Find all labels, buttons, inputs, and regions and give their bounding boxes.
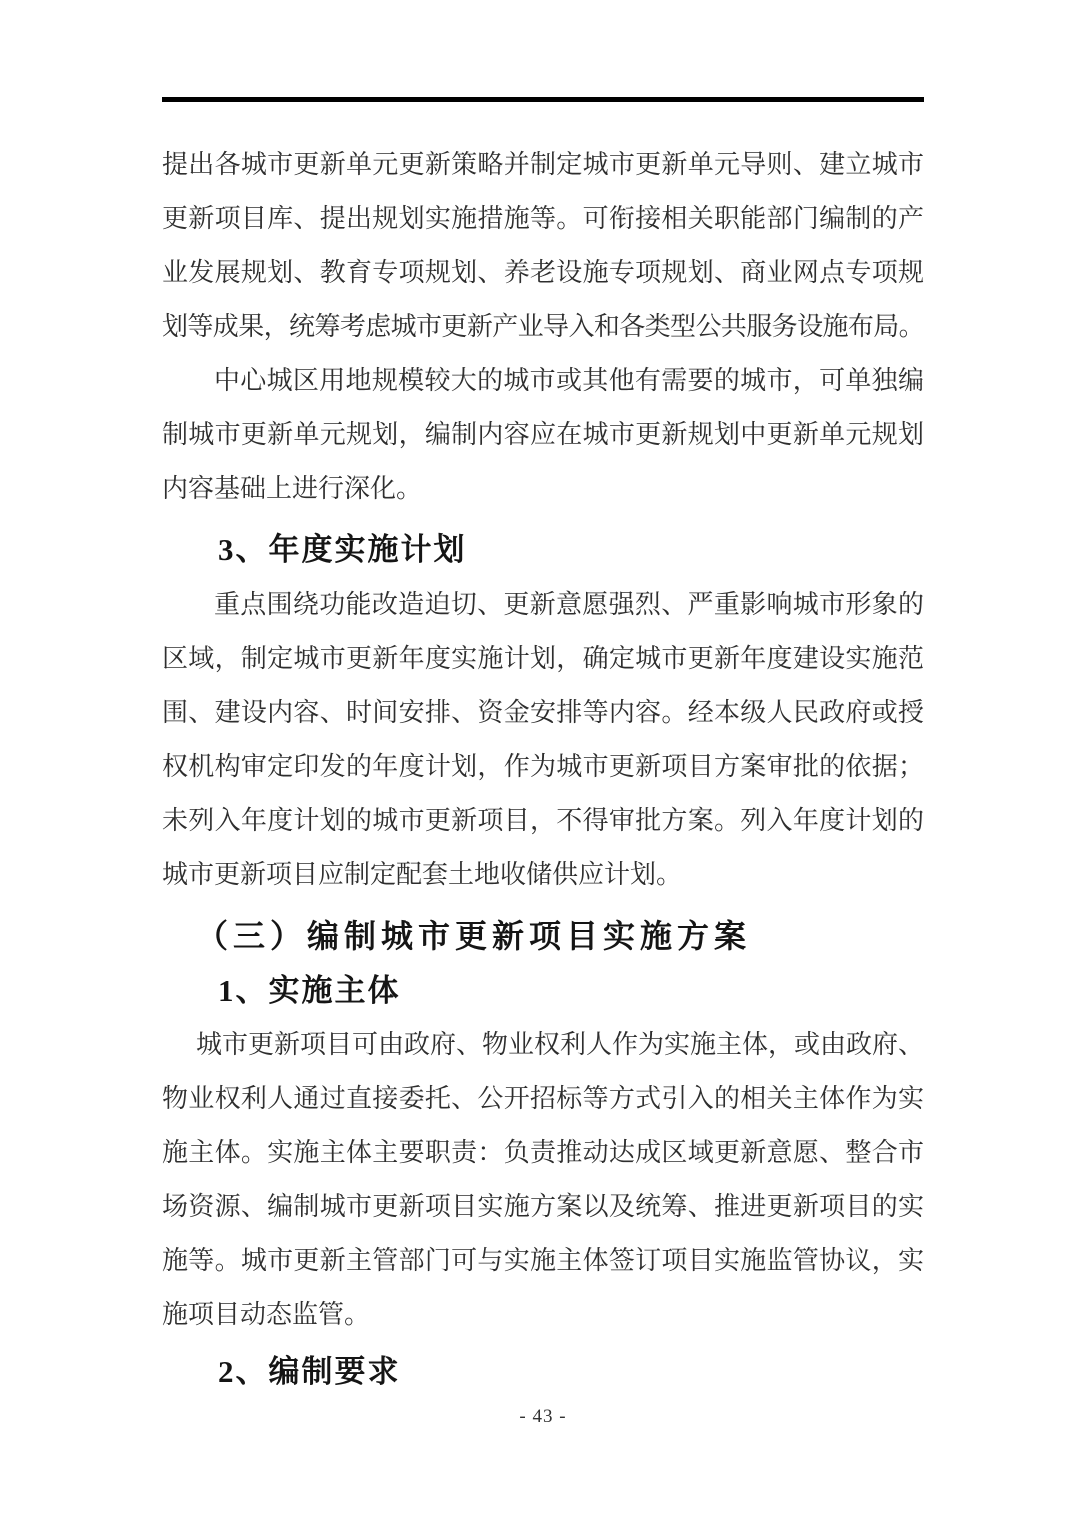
body-line: 围、建设内容、时间安排、资金安排等内容。经本级人民政府或授 <box>162 698 924 727</box>
section-heading-annual-plan: 3、年度实施计划 <box>218 532 467 567</box>
body-line: 中心城区用地规模较大的城市或其他有需要的城市，可单独编 <box>214 366 924 395</box>
body-line: 内容基础上进行深化。 <box>162 474 423 503</box>
body-line: 提出各城市更新单元更新策略并制定城市更新单元导则、建立城市 <box>162 150 924 179</box>
header-rule <box>162 97 924 102</box>
body-line: 物业权利人通过直接委托、公开招标等方式引入的相关主体作为实 <box>162 1084 924 1113</box>
body-line: 更新项目库、提出规划实施措施等。可衔接相关职能部门编制的产 <box>162 204 924 233</box>
body-line: 重点围绕功能改造迫切、更新意愿强烈、严重影响城市形象的 <box>214 590 924 619</box>
body-line: 施等。城市更新主管部门可与实施主体签订项目实施监管协议，实 <box>162 1246 924 1275</box>
page-body <box>162 138 924 1430</box>
section-heading-three: （三）编制城市更新项目实施方案 <box>196 918 752 954</box>
body-line: 制城市更新单元规划，编制内容应在城市更新规划中更新单元规划 <box>162 420 924 449</box>
body-line: 未列入年度计划的城市更新项目，不得审批方案。列入年度计划的 <box>162 806 924 835</box>
body-line: 区域，制定城市更新年度实施计划，确定城市更新年度建设实施范 <box>162 644 924 673</box>
body-line: 施主体。实施主体主要职责：负责推动达成区域更新意愿、整合市 <box>162 1138 924 1167</box>
body-line: 权机构审定印发的年度计划，作为城市更新项目方案审批的依据； <box>162 752 924 781</box>
body-line: 场资源、编制城市更新项目实施方案以及统筹、推进更新项目的实 <box>162 1192 924 1221</box>
section-heading-subject: 1、实施主体 <box>218 973 401 1008</box>
body-line: 业发展规划、教育专项规划、养老设施专项规划、商业网点专项规 <box>162 258 924 287</box>
body-line: 城市更新项目可由政府、物业权利人作为实施主体，或由政府、 <box>196 1030 924 1059</box>
section-heading-requirements: 2、编制要求 <box>218 1354 401 1389</box>
page-number: - 43 - <box>519 1406 567 1427</box>
body-line: 施项目动态监管。 <box>162 1300 371 1329</box>
body-line: 划等成果，统筹考虑城市更新产业导入和各类型公共服务设施布局。 <box>162 312 924 341</box>
body-line: 城市更新项目应制定配套土地收储供应计划。 <box>162 860 683 889</box>
